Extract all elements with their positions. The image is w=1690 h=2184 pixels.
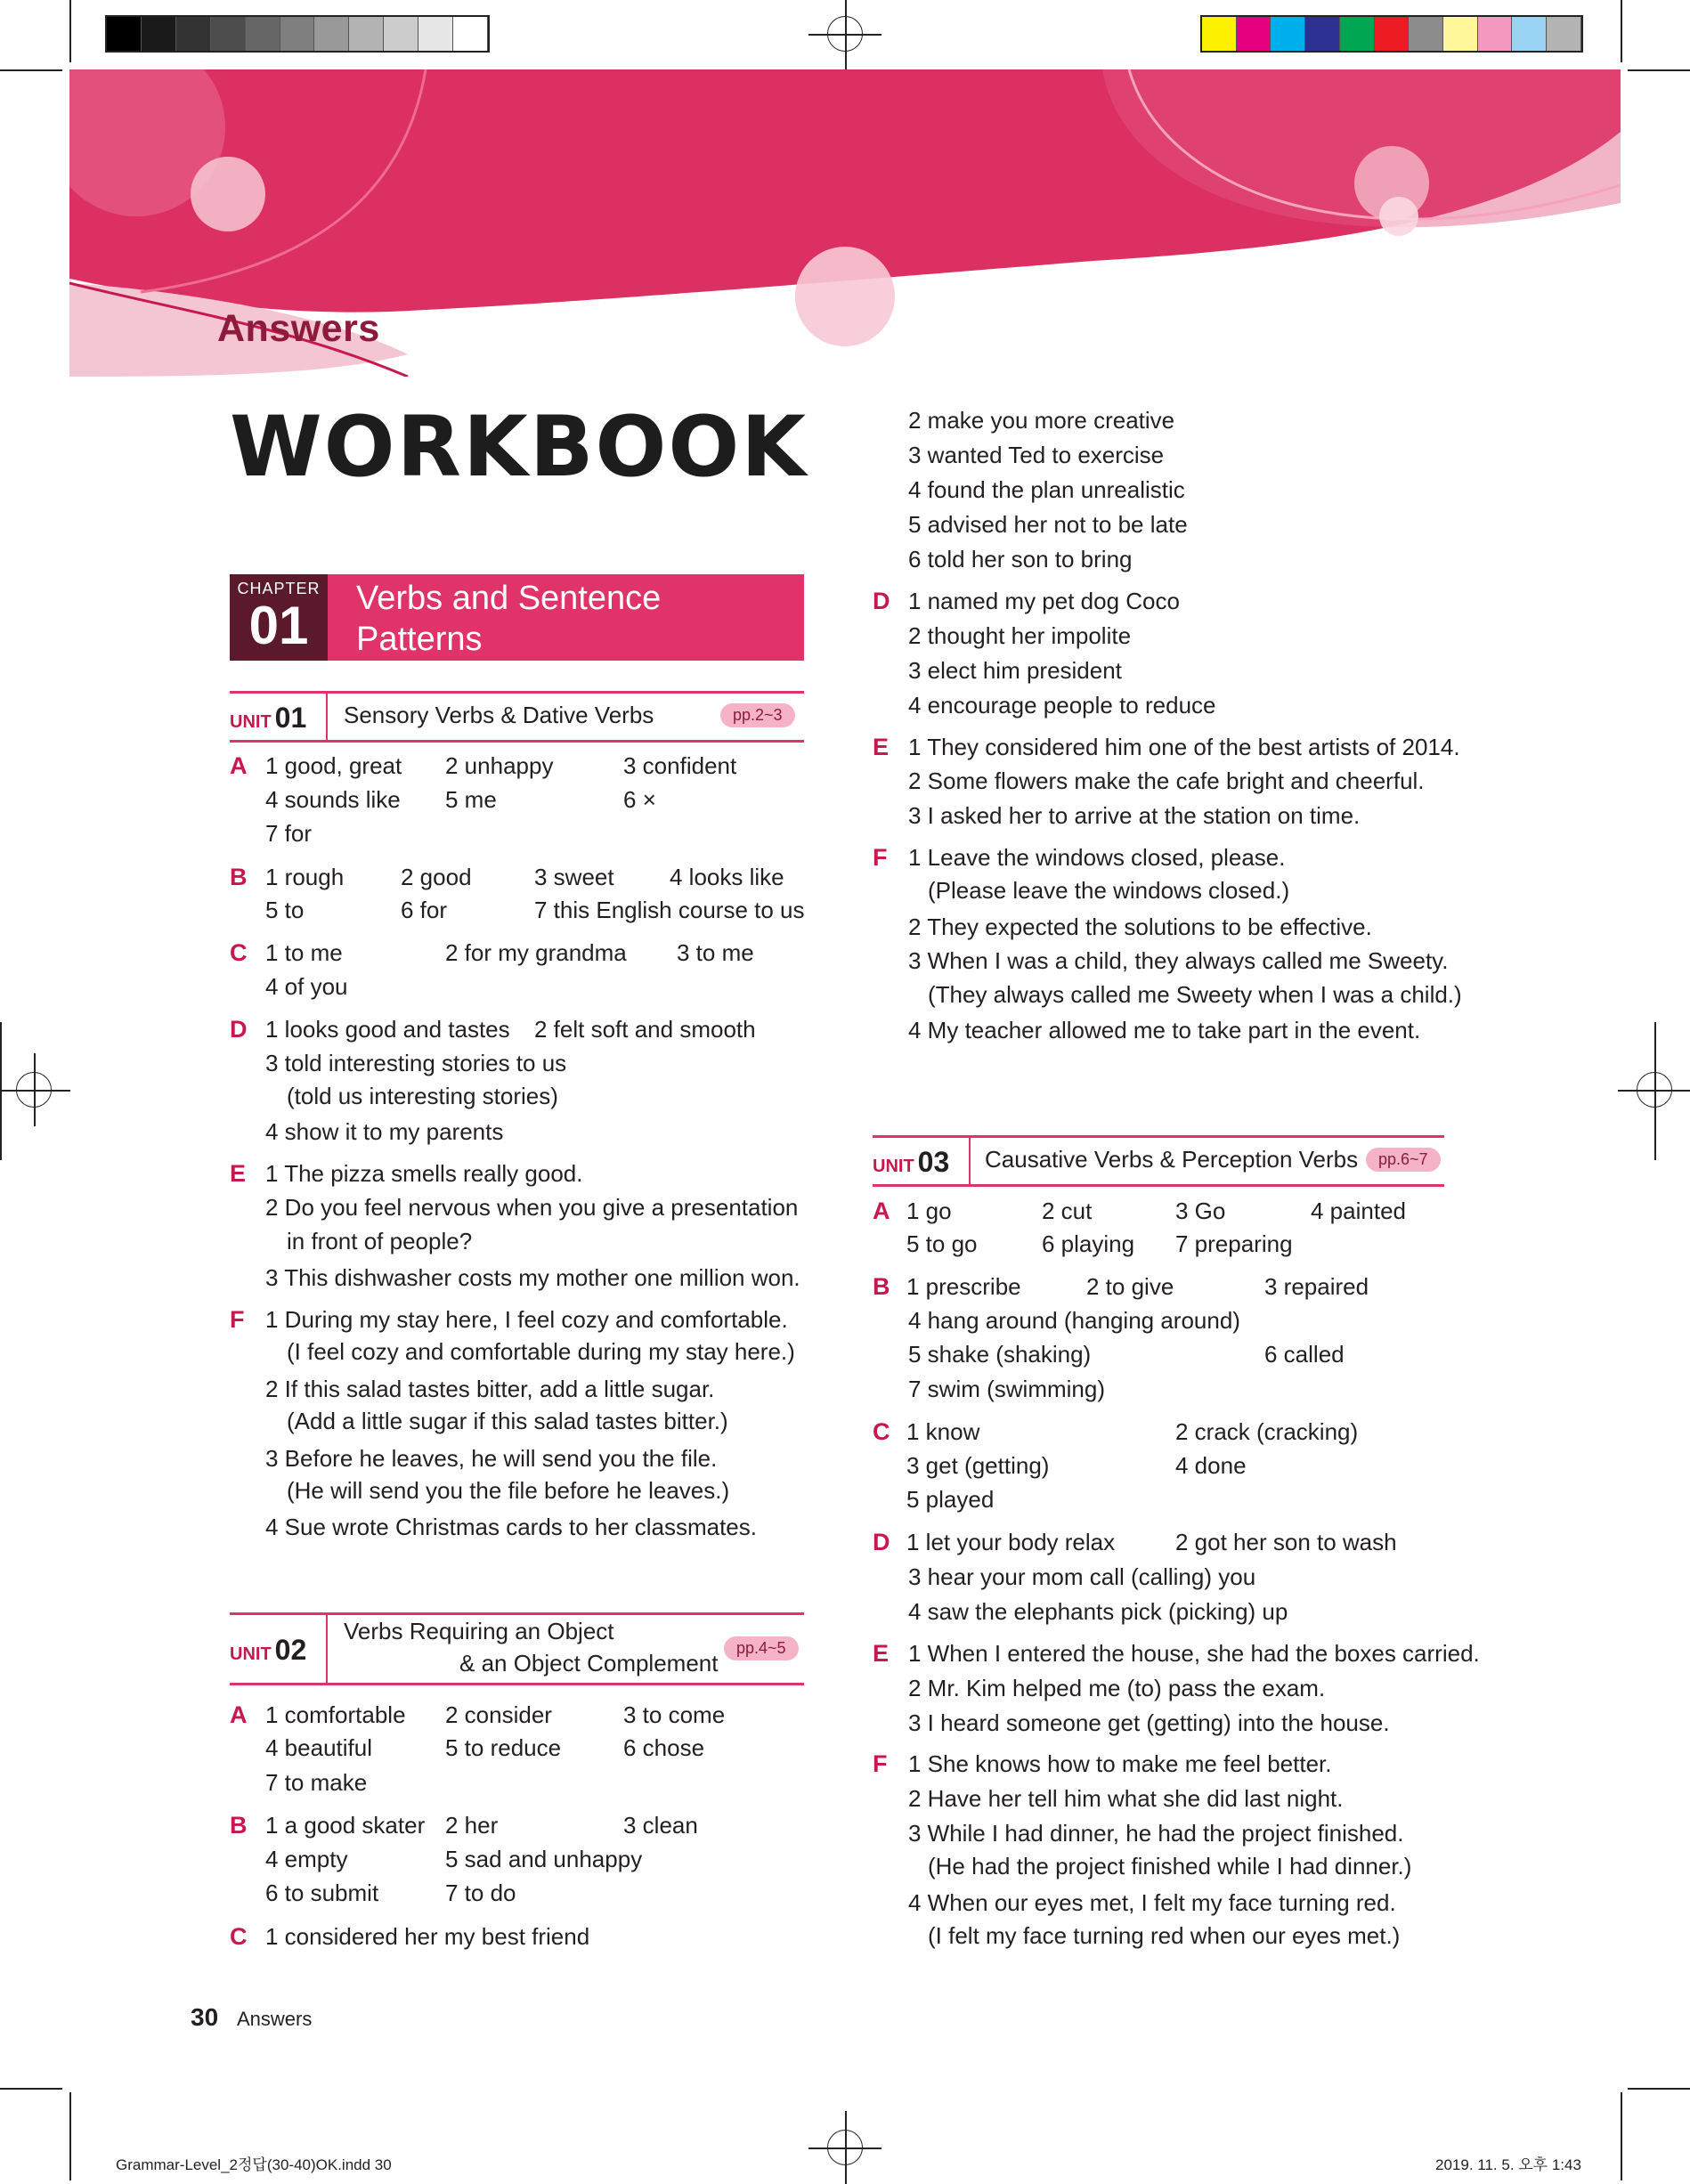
section-letter: D (230, 1016, 248, 1043)
unit-title-line2: & an Object Complement (459, 1650, 719, 1677)
grayscale-color-bar (105, 15, 490, 53)
unit-divider (326, 1615, 328, 1683)
crop-mark (1628, 2088, 1690, 2090)
footer-label: Answers (237, 2008, 313, 2030)
answer: 3 While I had dinner, he had the project finished. (908, 1820, 1404, 1847)
page-number: 30 (191, 2003, 219, 2031)
answer: 4 show it to my parents (265, 1118, 504, 1145)
answer: 5 played (906, 1486, 995, 1513)
section-letter: A (873, 1198, 890, 1224)
registration-mark-bottom (827, 2130, 863, 2165)
color-swatch (1237, 17, 1272, 51)
color-swatch (280, 17, 315, 51)
chapter-number: 01 (248, 596, 309, 655)
answer: 2 for my grandma (445, 939, 627, 966)
answer-alternative: (Add a little sugar if this salad tastes bitter.) (287, 1408, 728, 1434)
answer-alternative: (They always called me Sweety when I was a child.) (928, 981, 1462, 1008)
registration-mark-left (16, 1072, 52, 1108)
answer: 4 empty (265, 1846, 348, 1872)
section-letter: A (230, 752, 248, 779)
answer: 2 good (401, 864, 472, 890)
answer: 5 to (265, 897, 305, 923)
crop-mark (0, 1022, 2, 1160)
answer: 5 advised her not to be late (908, 511, 1188, 538)
answer: 6 told her son to bring (908, 546, 1133, 572)
section-letter: E (873, 1640, 890, 1667)
answer: 4 sounds like (265, 786, 401, 813)
answer: 5 shake (shaking) (908, 1341, 1092, 1368)
crop-mark (0, 2088, 62, 2090)
chapter-title-line1: Verbs and Sentence (356, 580, 662, 617)
answer: 3 to me (677, 939, 754, 966)
unit-pages-badge: pp.4~5 (724, 1636, 799, 1660)
section-letter: F (873, 1750, 888, 1777)
chapter-title (356, 578, 661, 660)
answer: 5 to reduce (445, 1734, 562, 1761)
color-swatch (142, 17, 176, 51)
unit-number: 01 (274, 702, 307, 734)
answer: 4 looks like (670, 864, 784, 890)
slug-date: 2019. 11. 5. 오후 1:43 (1435, 2156, 1581, 2173)
answer: 3 I heard someone get (getting) into the house. (908, 1709, 1390, 1736)
unit-label-text: UNIT (230, 1644, 272, 1664)
chapter-label: CHAPTER (237, 580, 321, 597)
answer: 4 saw the elephants pick (picking) up (908, 1598, 1288, 1625)
unit-label (230, 702, 306, 735)
color-swatch (349, 17, 384, 51)
slug-file-info: Grammar-Level_2정답(30-40)OK.indd 30 (116, 2156, 392, 2173)
section-letter: C (873, 1418, 890, 1445)
answer: 2 unhappy (445, 752, 554, 779)
answer: 4 encourage people to reduce (908, 692, 1216, 719)
section-letter: F (873, 844, 888, 871)
section-letter: D (873, 588, 890, 614)
answer-alternative: (He will send you the file before he leaves.) (287, 1477, 730, 1504)
crop-mark (1628, 69, 1690, 71)
answer: 6 for (401, 897, 448, 923)
answer: 1 to me (265, 939, 343, 966)
answer: 1 Leave the windows closed, please. (908, 844, 1286, 871)
answer: 2 Have her tell him what she did last night. (908, 1785, 1344, 1812)
answer: 2 They expected the solutions to be effective. (908, 913, 1372, 940)
answer: 1 They considered him one of the best artists of 2014. (908, 734, 1460, 760)
crop-mark (1621, 2092, 1622, 2180)
color-swatch (453, 17, 488, 51)
crop-mark (0, 69, 62, 71)
answer: 3 confident (623, 752, 737, 779)
answer: 4 found the plan unrealistic (908, 476, 1185, 503)
section-letter: A (230, 1701, 248, 1728)
unit-pages-badge: pp.6~7 (1366, 1148, 1441, 1172)
answer: 1 know (906, 1418, 980, 1445)
unit-label (873, 1146, 949, 1179)
answer: 1 When I entered the house, she had the boxes carried. (908, 1640, 1480, 1667)
color-swatch (1202, 17, 1237, 51)
section-letter: D (873, 1529, 890, 1555)
answer-continued: in front of people? (287, 1228, 473, 1254)
answer: 1 prescribe (906, 1273, 1021, 1300)
color-swatch (1547, 17, 1581, 51)
crop-mark (69, 0, 71, 62)
unit-title: Sensory Verbs & Dative Verbs (344, 702, 654, 728)
answer: 6 × (623, 786, 656, 813)
answer: 5 sad and unhappy (445, 1846, 643, 1872)
workbook-title: WORKBOOK (230, 399, 808, 496)
color-swatch (1340, 17, 1375, 51)
section-letter: E (230, 1160, 247, 1187)
answer: 3 wanted Ted to exercise (908, 442, 1165, 468)
answer: 2 felt soft and smooth (534, 1016, 756, 1043)
answer: 7 to make (265, 1769, 368, 1796)
answer: 4 of you (265, 973, 348, 1000)
answer: 7 for (265, 820, 313, 847)
answers-title: Answers (217, 307, 380, 350)
answer: 6 chose (623, 1734, 705, 1761)
answer: 4 My teacher allowed me to take part in the event. (908, 1017, 1421, 1043)
answer: 3 hear your mom call (calling) you (908, 1563, 1256, 1590)
answer-alternative: (Please leave the windows closed.) (928, 877, 1290, 904)
color-swatch (1271, 17, 1305, 51)
answer-alternative: (told us interesting stories) (287, 1083, 558, 1109)
unit-title-line1: Verbs Requiring an Object (344, 1618, 614, 1644)
answer: 3 told interesting stories to us (265, 1050, 567, 1076)
answer: 7 this English course to us (534, 897, 805, 923)
color-swatch (314, 17, 349, 51)
unit-number: 03 (917, 1146, 950, 1178)
unit-03-header (873, 1135, 1444, 1187)
answer: 1 During my stay here, I feel cozy and comfortable. (265, 1306, 788, 1333)
color-swatch (176, 17, 211, 51)
answer: 7 swim (swimming) (908, 1376, 1105, 1402)
answer: 2 make you more creative (908, 407, 1175, 434)
registration-mark-right (1637, 1072, 1672, 1108)
answer: 4 painted (1311, 1198, 1406, 1224)
answer: 2 Mr. Kim helped me (to) pass the exam. (908, 1675, 1326, 1701)
section-letter: E (873, 734, 890, 760)
color-swatch (1409, 17, 1443, 51)
answer: 2 cut (1042, 1198, 1093, 1224)
answer: 4 When our eyes met, I felt my face turning red. (908, 1889, 1396, 1916)
answer-alternative: (He had the project finished while I had dinner.) (928, 1853, 1412, 1880)
unit-label-text: UNIT (873, 1157, 914, 1176)
section-letter: C (230, 1923, 248, 1950)
answer: 3 elect him president (908, 657, 1122, 684)
answer: 5 to go (906, 1230, 978, 1257)
color-swatch (107, 17, 142, 51)
answer: 6 playing (1042, 1230, 1135, 1257)
answer: 1 The pizza smells really good. (265, 1160, 583, 1187)
answer: 2 got her son to wash (1175, 1529, 1397, 1555)
color-swatch (1443, 17, 1478, 51)
answer: 3 This dishwasher costs my mother one million won. (265, 1264, 800, 1291)
section-letter: C (230, 939, 248, 966)
answer: 3 sweet (534, 864, 614, 890)
answer: 1 looks good and tastes (265, 1016, 510, 1043)
answer: 4 hang around (hanging around) (908, 1307, 1240, 1334)
answer: 2 to give (1086, 1273, 1174, 1300)
unit-divider (969, 1138, 971, 1184)
answer: 7 preparing (1175, 1230, 1293, 1257)
answer: 1 a good skater (265, 1812, 426, 1839)
answer: 2 Do you feel nervous when you give a presentation (265, 1194, 799, 1221)
answer: 3 clean (623, 1812, 698, 1839)
color-swatch (1478, 17, 1513, 51)
answer: 2 Some flowers make the cafe bright and cheerful. (908, 767, 1425, 794)
unit-label (230, 1634, 306, 1667)
color-swatch (384, 17, 418, 51)
answer: 1 considered her my best friend (265, 1923, 590, 1950)
answer: 1 named my pet dog Coco (908, 588, 1180, 614)
answer: 4 beautiful (265, 1734, 372, 1761)
unit-label-text: UNIT (230, 712, 272, 732)
crop-mark (69, 2092, 71, 2180)
answer: 3 repaired (1264, 1273, 1369, 1300)
answer: 3 When I was a child, they always called me Sweety. (908, 947, 1449, 974)
answer: 1 rough (265, 864, 345, 890)
color-swatch (1305, 17, 1340, 51)
registration-mark-top (827, 16, 863, 52)
chapter-number-box (230, 574, 328, 661)
answer: 5 me (445, 786, 497, 813)
color-swatch (418, 17, 453, 51)
answer: 2 consider (445, 1701, 552, 1728)
answer: 1 good, great (265, 752, 402, 779)
answer: 1 let your body relax (906, 1529, 1116, 1555)
answer: 3 Go (1175, 1198, 1226, 1224)
color-swatch (246, 17, 280, 51)
answer: 3 I asked her to arrive at the station on time. (908, 802, 1361, 829)
color-swatch (1512, 17, 1547, 51)
unit-title: Causative Verbs & Perception Verbs (985, 1146, 1359, 1173)
answer: 3 to come (623, 1701, 726, 1728)
answer: 3 Before he leaves, he will send you the file. (265, 1445, 718, 1472)
answer: 1 go (906, 1198, 952, 1224)
answer: 6 called (1264, 1341, 1345, 1368)
section-letter: B (873, 1273, 890, 1300)
answer: 2 crack (cracking) (1175, 1418, 1359, 1445)
color-swatch (1375, 17, 1410, 51)
section-letter: F (230, 1306, 245, 1333)
unit-02-header (230, 1612, 804, 1685)
chapter-title-line2: Patterns (356, 621, 483, 658)
unit-01-header (230, 691, 804, 743)
answer: 4 done (1175, 1452, 1247, 1479)
answer-alternative: (I felt my face turning red when our eyes met.) (928, 1922, 1401, 1949)
answer: 3 get (getting) (906, 1452, 1050, 1479)
crop-mark (1621, 0, 1622, 62)
cmyk-color-bar (1200, 15, 1583, 53)
section-letter: B (230, 864, 248, 890)
answer: 4 Sue wrote Christmas cards to her classmates. (265, 1514, 757, 1540)
answer: 2 If this salad tastes bitter, add a little sugar. (265, 1376, 715, 1402)
unit-pages-badge: pp.2~3 (720, 703, 795, 727)
answer: 2 her (445, 1812, 499, 1839)
answer: 1 comfortable (265, 1701, 406, 1728)
answer: 1 She knows how to make me feel better. (908, 1750, 1332, 1777)
answer: 2 thought her impolite (908, 622, 1132, 649)
color-swatch (211, 17, 246, 51)
unit-divider (326, 694, 328, 740)
answer-alternative: (I feel cozy and comfortable during my stay here.) (287, 1338, 795, 1365)
answer: 6 to submit (265, 1880, 379, 1906)
section-letter: B (230, 1812, 248, 1839)
unit-number: 02 (274, 1634, 307, 1666)
answer: 7 to do (445, 1880, 516, 1906)
chapter-heading (230, 574, 804, 661)
